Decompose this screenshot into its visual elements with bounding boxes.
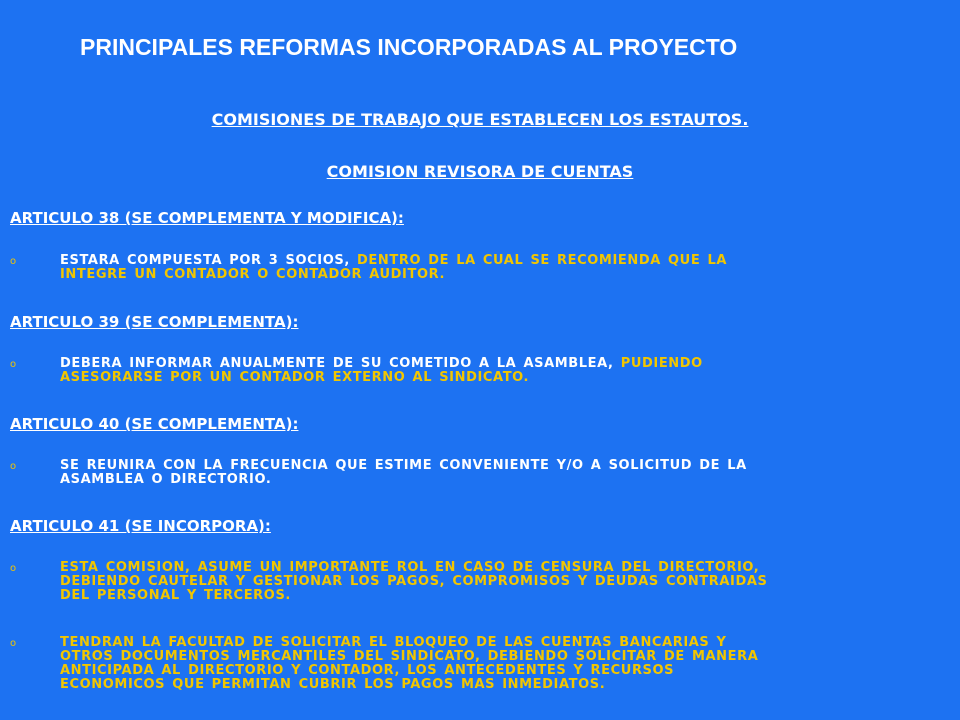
bullet-text-yellow: DENTRO DE LA CUAL SE RECOMIENDA QUE LA INTEGRE UN CONTADOR O CONTADOR AUDITOR. bbox=[60, 253, 727, 282]
article-39-heading: ARTICULO 39 (SE COMPLEMENTA): bbox=[10, 313, 299, 331]
slide-title: PRINCIPALES REFORMAS INCORPORADAS AL PROYECTO bbox=[80, 34, 738, 60]
bullet-text bbox=[60, 254, 940, 282]
bullet-text bbox=[60, 459, 940, 487]
bullet-text-white: SE REUNIRA CON LA FRECUENCIA QUE ESTIME CONVENIENTE Y/O A SOLICITUD DE LA ASAMBLEA O DIRECTORIO. bbox=[60, 458, 747, 487]
bullet-icon: o bbox=[10, 563, 17, 574]
article-41-bullet-1 bbox=[10, 561, 940, 603]
article-41-heading: ARTICULO 41 (SE INCORPORA): bbox=[10, 517, 271, 535]
bullet-icon: o bbox=[10, 256, 17, 267]
article-39-bullet bbox=[10, 357, 940, 385]
bullet-text bbox=[60, 561, 940, 603]
bullet-icon: o bbox=[10, 638, 17, 649]
commission-subtitle: COMISION REVISORA DE CUENTAS bbox=[326, 162, 634, 181]
article-40-bullet bbox=[10, 459, 940, 487]
bullet-icon: o bbox=[10, 359, 17, 370]
article-38-heading: ARTICULO 38 (SE COMPLEMENTA Y MODIFICA): bbox=[10, 209, 404, 227]
article-41-bullet-2 bbox=[10, 636, 940, 692]
bullet-text bbox=[60, 357, 940, 385]
section-subtitle: COMISIONES DE TRABAJO QUE ESTABLECEN LOS ESTAUTOS. bbox=[211, 110, 749, 129]
bullet-text bbox=[60, 636, 940, 692]
article-38-bullet bbox=[10, 254, 940, 282]
bullet-text-yellow: TENDRAN LA FACULTAD DE SOLICITAR EL BLOQUEO DE LAS CUENTAS BANCARIAS Y OTROS DOCUMENTOS MERCANTILES DEL SINDICATO, DEBIENDO SOLICITAR DE MANERA ANTICIPADA AL DIRECTORIO Y CONTADOR, LOS ANTECEDENTES Y RECURSOS ECONOMICOS QUE PERMITAN CUBRIR LOS PAGOS MAS INMEDIATOS. bbox=[60, 635, 759, 692]
bullet-text-yellow: PUDIENDO ASESORARSE POR UN CONTADOR EXTERNO AL SINDICATO. bbox=[60, 356, 703, 385]
bullet-text-yellow: ESTA COMISION, ASUME UN IMPORTANTE ROL EN CASO DE CENSURA DEL DIRECTORIO, DEBIENDO CAUTELAR Y GESTIONAR LOS PAGOS, COMPROMISOS Y DEUDAS CONTRAIDAS DEL PERSONAL Y TERCEROS. bbox=[60, 560, 768, 603]
bullet-text-white: DEBERA INFORMAR ANUALMENTE DE SU COMETIDO A LA ASAMBLEA, bbox=[60, 356, 621, 371]
article-40-heading: ARTICULO 40 (SE COMPLEMENTA): bbox=[10, 415, 299, 433]
bullet-text-white: ESTARA COMPUESTA POR 3 SOCIOS, bbox=[60, 253, 358, 268]
bullet-icon: o bbox=[10, 461, 17, 472]
